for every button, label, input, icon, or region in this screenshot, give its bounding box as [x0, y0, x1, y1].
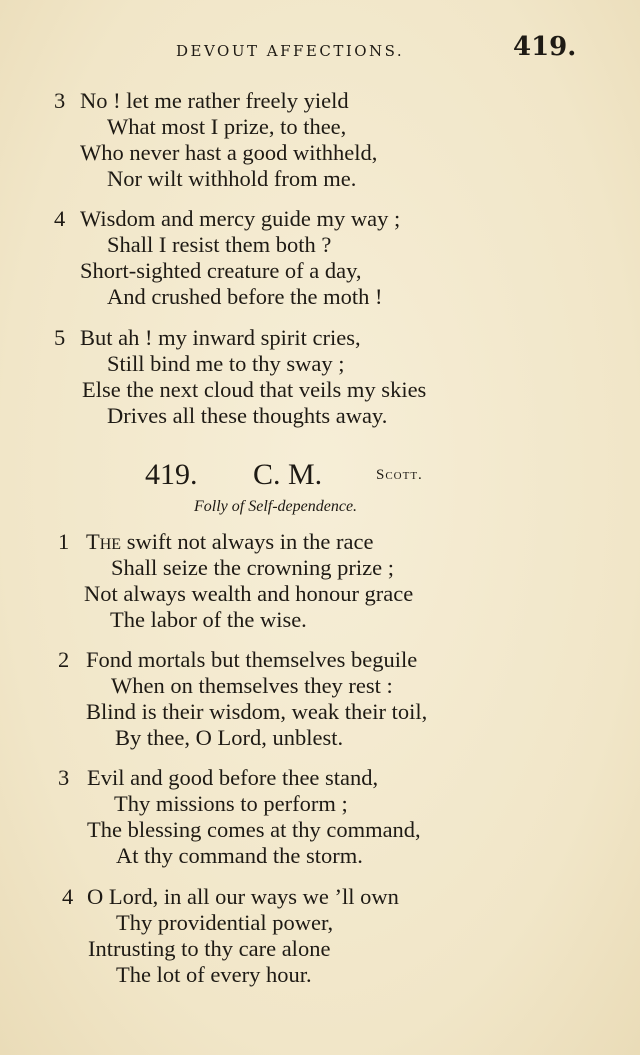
verse-line: Not always wealth and honour grace [84, 581, 414, 606]
verse-line [86, 529, 374, 555]
verse-line: When on themselves they rest : [111, 673, 393, 698]
verse-line: Thy missions to perform ; [114, 791, 348, 816]
hymn-author: Scott. [376, 467, 423, 483]
verse-line: Fond mortals but themselves beguile [86, 647, 418, 672]
verse-line: Else the next cloud that veils my skies [82, 377, 427, 402]
hymn-number: 419. [145, 458, 198, 491]
drop-word: The [86, 529, 122, 554]
verse-line: And crushed before the moth ! [107, 284, 383, 309]
verse-line: Wisdom and mercy guide my way ; [80, 206, 401, 231]
verse-line: Intrusting to thy care alone [88, 936, 331, 961]
verse-line: O Lord, in all our ways we ’ll own [87, 884, 399, 909]
verse-line: Thy providential power, [116, 910, 334, 935]
stanza-number: 2 [58, 647, 70, 672]
verse-line: Evil and good before thee stand, [87, 765, 379, 790]
stanza-number: 3 [54, 88, 66, 113]
verse-line: Nor wilt withhold from me. [107, 166, 357, 191]
verse-line: The lot of every hour. [116, 962, 312, 987]
verse-line: No ! let me rather freely yield [80, 88, 349, 113]
hymn-subtitle: Folly of Self-dependence. [194, 498, 358, 515]
verse-line: By thee, O Lord, unblest. [115, 725, 344, 750]
page-number: 419. [513, 32, 577, 62]
verse-line: At thy command the storm. [116, 843, 363, 868]
verse-line: But ah ! my inward spirit cries, [80, 325, 361, 350]
stanza-number: 4 [62, 884, 74, 909]
verse-line: Shall I resist them both ? [107, 232, 332, 257]
stanza-number: 1 [58, 529, 70, 554]
verse-line: The blessing comes at thy command, [87, 817, 421, 842]
hymn-meter: C. M. [253, 458, 323, 491]
verse-line-rest: swift not always in the race [121, 529, 374, 554]
verse-line: Blind is their wisdom, weak their toil, [86, 699, 428, 724]
verse-line: Who never hast a good withheld, [80, 140, 378, 165]
stanza-number: 4 [54, 206, 66, 231]
stanza-number: 3 [58, 765, 70, 790]
verse-line: Drives all these thoughts away. [107, 403, 388, 428]
running-title: DEVOUT AFFECTIONS. [176, 42, 405, 60]
verse-line: The labor of the wise. [110, 607, 307, 632]
verse-line: Still bind me to thy sway ; [107, 351, 345, 376]
verse-line: Shall seize the crowning prize ; [111, 555, 395, 580]
stanza-number: 5 [54, 325, 66, 350]
verse-line: Short-sighted creature of a day, [80, 258, 362, 283]
verse-line: What most I prize, to thee, [107, 114, 347, 139]
